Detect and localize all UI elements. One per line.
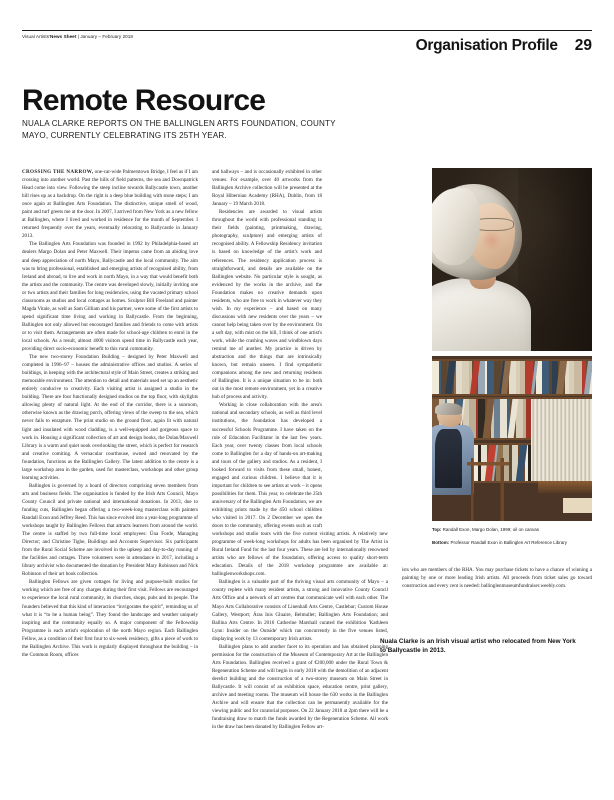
caption-bottom-label: Bottom: <box>432 539 450 545</box>
body-column-2 <box>212 168 388 731</box>
body-column-1 <box>22 168 198 659</box>
caption-bottom-text: Professor Randall Exon in Ballinglen Art Reference Library <box>449 539 568 545</box>
masthead <box>22 30 592 55</box>
paragraph-text: one-car-wide Palmerstown Bridge, I feel as if I am crossing into another world. Past the hills of field patterns, the sea and Downpatrick Head come into view. Following the steep incline towards Ballycastle town, another hill rises up as a backdrop. On the right is a deep blue building with stone steps; I am once again at Ballinglen Arts Foundation. The distinctive, unique smell of wood, paint and turf greets me at the door. In 2007, I arrived from New York as a new fellow at Ballinglen, where I lived and worked in residence for the month of September. I returned frequently over the years, eventually relocating to Ballycastle in January 2013. <box>22 169 198 240</box>
standfirst: NUALA CLARKE REPORTS ON THE BALLINGLEN ARTS FOUNDATION, COUNTY MAYO, CURRENTLY CELEBRATING ITS 25TH YEAR. <box>22 119 336 140</box>
issue-date: | January – February 2018 <box>76 34 134 39</box>
page-number: 29 <box>574 37 592 54</box>
paragraph <box>22 168 198 240</box>
paragraph: Ballinglen plans to add another facet to its operation and has obtained planning permission for the construction of the Museum of Contemporary Art at the Ballinglen Arts Foundation. Ballinglen received a grant of €200,000 under the Rural Town & Regeneration Scheme and will begin in early 2018 with the demolition of an adjacent derelict building and the construction of a two-storey museum on Main Street in Ballycastle. It will consist of an exhibition space, education centre, print gallery, archive and meeting rooms. The museum will house the 630 works in the Ballinglen Archive and will ensure that the collection can be permanently available for the viewing public and for curatorial purposes. On 22 January 2018 at 2pm there will be a fundraising draw to match the funds awarded by the Regeneration Scheme. All work in the draw has been donated by Ballinglen Fellow art- <box>212 643 388 731</box>
paragraph: Working in close collaboration with the area's national and secondary schools, as well as third level institutions, the foundation has developed a successful Schools Programme. I have taken on the role of Education Facilitator in the last few years. Each year, over twenty classes from local schools come to Ballinglen for a day of hands-on art-making and tours of the gallery and studios. As a resident, I looked forward to visits from these small, honest, engaged and curious children. I believe that it is important for children to see artists at work – it opens possibilities for them. This year, to celebrate the 25th anniversary of the Ballinglen Arts Foundation, we are exhibiting prints made by the 450 school children who visited in 2017. On 2 December we open the doors to the community, offering events such as craft workshops and studio tours with the five current visiting artists. A relatively new programme of week-long workshops for adults has been organised by The Artist in Rural Ireland Fund for the last four years. These are led by internationally renowned artists who are fellows of the foundation, offering access to quality short-term education. Details of the 2018 workshop programme are available at: ballinglenworkshops.com. <box>212 402 388 578</box>
paragraph: Ballinglen Fellows are given cottages for living and purpose-built studios for working which are free of any charges during their first visit. Fellows are encouraged to experience the local rural community, its churches, shops, pubs and its people. The founders believed that this kind of interaction “invigorates the spirit”, reminding us of what it is “to be a human being”. They found the landscape and weather uniquely inspiring and the community equally so. A major component of the Fellowship Programme is each artist's exploration of the north Mayo region. Each Ballinglen Fellow, as a condition of their first four to six-week residency, gifts a piece of work to the Ballinglen Archive. This work is regularly displayed throughout the building – in the Common Room, offices <box>22 579 198 658</box>
article-body <box>22 168 592 786</box>
paragraph: Residencies are awarded to visual artists throughout the world with professional standing in their fields (painting, printmaking, drawing, photography, sculpture) and emerging artists of recognised ability. A Fellowship Residency invitation is based on knowledge of the artist's work and references. The residency application process is straightforward, and details are available on the Ballinglen website. No particular style is sought, as evidenced by the works in the archive, and the Foundation makes no creative demands upon residents, who are free to work in whatever way they wish. In my experience – and based on many discussions with new residents over the years – we cannot help being taken over by the environment. On a soft day, with mist on the hill, I think of one artist's work, while the crashing waves and windblown days remind me of another. My practice is driven by abstraction and the things that are intrinsically known, but remain unseen. I find sympathetic companions among the new and returning residents of Ballinglen. It is a unique situation to be in: both out in the most remote environment, yet in a creative hub of process and activity. <box>212 209 322 401</box>
author-bio: Nuala Clarke is an Irish visual artist who relocated from New York to Ballycastle in 2013. <box>380 638 576 655</box>
photo-wrap-spacer <box>322 168 388 524</box>
publication-name: Visual Artists' <box>22 34 50 39</box>
section-title: Organisation Profile <box>415 37 558 54</box>
paragraph: Ballinglen is a valuable part of the thriving visual arts community of Mayo – a county replete with many resident artists, a strong and innovative County Council Arts Office and a network of art centres that communicate well with each other. The Mayo Arts Collaborative consists of Linenhall Arts Centre, Castlebar; Custom House Gallery, Westport; Áras Inis Gluaire, Belmullet; Ballinglen Arts Foundation; and Ballina Arts Centre. In 2016 Catherine Marshall curated the exhibition 'Kathleen Lynn: Insider on the Outside' which ran concurrently in the five venues listed, displaying work by 13 contemporary Irish artists. <box>212 579 388 642</box>
drop-lead-in: CROSSING THE NARROW, <box>22 169 94 175</box>
paragraph: ists who are members of the RHA. You may purchase tickets to have a chance of winning a painting by one or more leading Irish artists. All proceeds from ticket sales go toward construction and every cent is needed: ballinglenmuseumfundraiser.weebly.com. <box>402 567 592 590</box>
publication-title: News Sheet <box>50 34 77 39</box>
caption-top-label: Top: <box>432 527 442 532</box>
paragraph: and hallways – and is occasionally exhibited in other venues. For example, over 40 artworks from the Ballinglen Archive collection will be presented at the Royal Hibernian Academy (RHA), Dublin, from 18 January – 19 March 2018. <box>212 169 322 208</box>
caption-top-text: Randall Exon, Margo Dolan, 1999; oil on canvas <box>441 527 539 532</box>
body-column-3 <box>402 566 592 590</box>
paragraph: Ballinglen is governed by a board of directors comprising seven members from arts and business fields. The organisation is funded by the Irish Arts Council, Mayo County Council and private national and international donations. In 2013, due to funding cuts, Ballinglen began offering a two-week-long masterclass with painters Randall Exon and Jeffrey Reed. This has since evolved into a year-long programme of workshops taught by Ballinglen Fellows that attracts learners from around the world. The centre is staffed by two full-time local employees: Úna Forde, Managing Director; and Christine Tighe, Buildings and Accounts Supervisor. Six participants from the Rural Social Scheme are involved in the upkeep and day-to-day running of the facilities and cottages. Three volunteers were in attendance in 2017, including a library archivist who documented the donation by President Mary Robinson and Nick Robinson of their art book collection. <box>22 482 198 578</box>
paragraph: The new two-storey Foundation Building – designed by Peter Maxwell and completed in 1996–97 – houses the administrative offices and studios. A series of buildings, in keeping with the architectural style of Main Street, creates a striking and memorable environment. The attention to detail and materials used set up an aesthetic entirely conducive to creativity. Each visiting artist is assigned a studio in the building. There are four functionally designed studios on the top floor, with skylights allowing plenty of natural light. At the end of the corridor, there is a sunroom, otherwise known as the drawing porch, offering views of the sweep to the sea, which never fails to enrapture. The print studio on the ground floor, again lit with natural light and insulated with wood cladding, is a well-equipped and gorgeous space to work in. Housing a significant collection of art and design books, the Dolan/Maxwell Library is a warm and quiet nook overlooking the street, which is perfect for research and creative comiting. A vernacular courthouse, owned and renovated by the foundation, functions as the Ballinglen Gallery. The latest addition to the centre is a large workshop area in the garden, used for masterclass, workshops and other group learning activities. <box>22 354 198 481</box>
masthead-section-group <box>416 31 592 55</box>
paragraph: The Ballinglen Arts Foundation was founded in 1992 by Philadelphia-based art dealers Margo Dolan and Peter Maxwell. Their impetus came from an abiding love and deep appreciation of north Mayo, Ballycastle and the local community. The aim was to bring professional, established and emerging artists of recognised ability, from Ireland and abroad, to live and work in north Mayo, in a way that would benefit both the artists and the community. The centre was developed slowly, initially inviting one or two artists and their families for long residencies, using the vacated primary school classrooms as studios and local cottages as homes. Sculptor Bill Freeland and painter Magda Vitale, as well as Sam Gilliam and his partner, were some of the first artists to spend significant time living and working in Ballycastle. From the beginning, Ballinglen not only allowed but encouraged families and friends to come with artists or to visit them. Arrangements are often made for school-age children to enrol in the local schools. As a result, almost 4000 visitors spend time in Ballycastle each year, providing direct socio-economic benefit to this rural community. <box>22 241 198 353</box>
page-title: Remote Resource <box>22 84 266 118</box>
masthead-publication-line <box>22 31 133 39</box>
